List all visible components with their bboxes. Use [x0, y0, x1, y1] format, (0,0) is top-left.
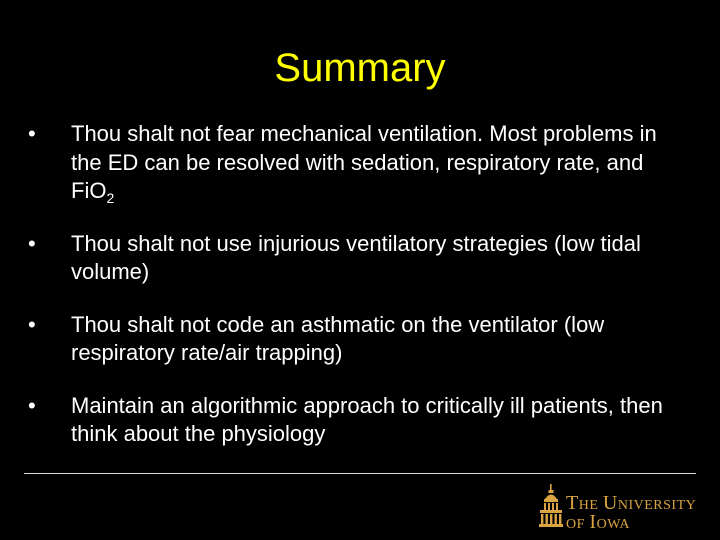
bullet-text: Thou shalt not use injurious ventilatory strategies (low tidal volume)	[71, 230, 641, 284]
bullet-item	[28, 311, 678, 368]
logo-line-1: THE UNIVERSITY	[566, 492, 697, 514]
bullet-item	[28, 230, 678, 287]
bullet-text: Maintain an algorithmic approach to critically ill patients, then think about the physiology	[71, 392, 663, 446]
bullet-item	[28, 392, 678, 449]
bullet-dot: •	[28, 392, 36, 418]
bullet-list	[28, 120, 678, 473]
bullet-dot: •	[28, 230, 36, 256]
footer-divider	[24, 473, 696, 474]
bullet-dot: •	[28, 121, 36, 146]
slide-title: Summary	[274, 46, 446, 90]
bullet-text: Thou shalt not code an asthmatic on the ventilator (low respiratory rate/air trapping)	[71, 311, 605, 365]
bullet-item	[28, 120, 678, 206]
bullet-subscript: 2	[106, 190, 115, 206]
old-capitol-dome-icon	[538, 482, 564, 532]
university-logo	[538, 482, 708, 532]
logo-line-2: OF IOWA	[566, 511, 630, 533]
bullet-text: Thou shalt not fear mechanical ventilation. Most problems in the ED can be resolved with sedation, respiratory rate, and FiO	[71, 121, 657, 203]
bullet-dot: •	[28, 311, 36, 337]
